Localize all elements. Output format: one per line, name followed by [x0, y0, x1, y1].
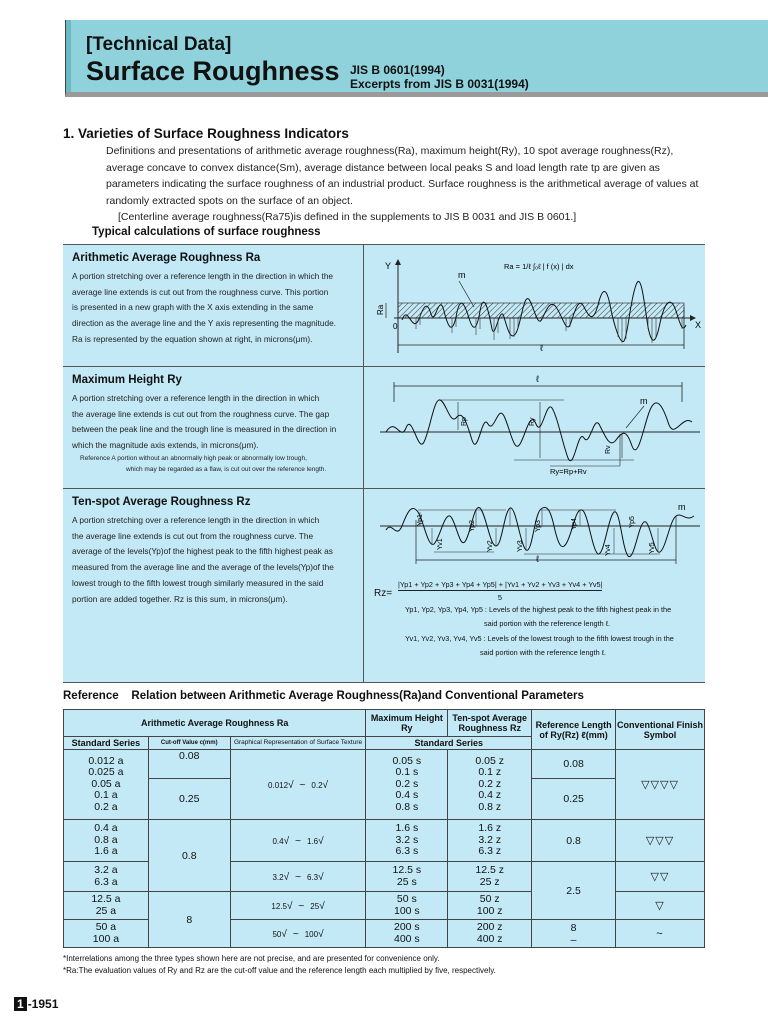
ry-series-group-2 — [366, 820, 448, 862]
ry-value: 0.05 s — [392, 754, 422, 767]
ra-y-axis-label: Y — [385, 261, 392, 271]
ry-value: 12.5 s — [392, 863, 422, 876]
reference-table — [63, 709, 705, 948]
graphical-group-4: 12.5√ ~ 25√ — [230, 892, 366, 920]
rz-series-group-4 — [448, 892, 532, 920]
intro-line-5: [Centerline average roughness(Ra75)is defined in the supplements to JIS B 0031 and JIS B 0601.] — [118, 211, 577, 223]
graphical-from: 3.2 — [272, 872, 284, 882]
intro-line-4: randomly extracted spots on the surface of an object. — [106, 194, 353, 207]
ra-m-label: m — [458, 270, 466, 280]
rz-value: 12.5 z — [475, 863, 505, 876]
ra-ra-label: Ra — [376, 304, 385, 315]
rz-formula-denominator: 5 — [497, 593, 503, 602]
ry-description — [72, 391, 355, 454]
ra-value: 0.05 a — [91, 777, 121, 790]
reference-title: Relation between Arithmetic Average Roughness(Ra)and Conventional Parameters — [131, 690, 584, 702]
ra-series-group-1 — [64, 750, 149, 820]
reference-length-value: 2.5 — [532, 862, 616, 920]
rz-value: 0.1 z — [478, 766, 502, 779]
reference-length-value: 0.08 — [532, 750, 616, 779]
ry-value: 400 s — [393, 932, 420, 945]
rz-value: 1.6 z — [478, 822, 502, 835]
page-number-text: -1951 — [27, 997, 59, 1011]
ry-value: 200 s — [393, 920, 420, 933]
reference-length-value: 0.8 — [532, 820, 616, 862]
graphical-tilde: ~ — [292, 927, 299, 940]
ry-value: 50 s — [396, 892, 417, 905]
ry-m-label: m — [640, 396, 648, 406]
graphical-tilde: ~ — [298, 899, 305, 912]
ry-value: 0.1 s — [395, 766, 419, 779]
ry-equation: Ry=Rp+Rv — [550, 467, 587, 476]
rz-line: average of the levels(Yp)of the highest peak to the fifth highest peak as — [72, 546, 333, 557]
ry-value: 0.8 s — [395, 800, 419, 813]
rz-legend-4: said portion with the reference length ℓ. — [480, 648, 607, 657]
rz-value: 50 z — [479, 892, 500, 905]
ry-line: the average line extends is cut out from the roughness curve. The gap — [72, 408, 330, 419]
rz-yp3-label: Yp3 — [535, 520, 542, 532]
rz-value: 0.05 z — [475, 754, 505, 767]
ry-series-group-3 — [366, 862, 448, 892]
typical-heading: Typical calculations of surface roughness — [92, 226, 321, 238]
reference-length-value — [532, 920, 616, 948]
reference-length-dash: – — [570, 933, 577, 946]
ra-origin-label: 0 — [393, 322, 398, 331]
graphical-group-1: 0.012√ ~ 0.2√ — [230, 750, 366, 820]
finish-symbol: ~ — [616, 920, 705, 948]
rz-series-group-3 — [448, 862, 532, 892]
ra-value: 25 a — [95, 904, 117, 917]
rz-yv1-label: Yv1 — [437, 538, 444, 550]
rz-yv4-label: Yv4 — [605, 544, 612, 556]
intro-line-2: average concave to convex distance(Sm), average distance between local peaks S and load length rate tp are given as — [106, 161, 660, 174]
ry-series-group-1 — [366, 750, 448, 820]
rz-legend-1: Yp1, Yp2, Yp3, Yp4, Yp5 : Levels of the highest peak to the fifth highest peak in the — [405, 605, 672, 614]
ry-value: 25 s — [396, 875, 417, 888]
chapter-box: 1 — [14, 997, 27, 1011]
ra-equation: Ra = 1/ℓ ∫₀ℓ | f (x) | dx — [504, 262, 574, 271]
header-ra: Arithmetic Average Roughness Ra — [64, 710, 366, 737]
ry-line: A portion stretching over a reference length in the direction in which — [72, 393, 320, 403]
rz-value: 6.3 z — [478, 845, 502, 858]
ry-line: between the peak line and the trough line is measured in the direction in — [72, 424, 337, 435]
rz-description — [72, 513, 355, 607]
ra-value: 50 a — [95, 920, 117, 933]
rz-series-group-2 — [448, 820, 532, 862]
ra-value: 100 a — [92, 932, 120, 945]
standard-ref-1: JIS B 0601(1994) — [350, 63, 445, 77]
finish-symbol: ▽▽ — [616, 862, 705, 892]
graphical-to: 6.3 — [306, 872, 319, 882]
rz-legend-2: said portion with the reference length ℓ. — [484, 619, 611, 628]
rz-length-label: ℓ — [536, 554, 539, 564]
graphical-tilde: ~ — [299, 778, 306, 791]
rz-series-group-1 — [448, 750, 532, 820]
graphical-from: 50 — [272, 929, 282, 939]
ry-value: 3.2 s — [395, 833, 419, 846]
standard-ref-2: Excerpts from JIS B 0031(1994) — [350, 77, 529, 91]
ry-rv-label: Rv — [605, 445, 612, 454]
section-heading: 1. Varieties of Surface Roughness Indicators — [63, 126, 349, 141]
reference-length-value: 0.25 — [532, 779, 616, 820]
ry-value: 0.4 s — [395, 789, 419, 802]
rz-value: 3.2 z — [478, 833, 502, 846]
ra-value: 0.8 a — [94, 833, 118, 846]
finish-symbol: ▽▽▽ — [616, 820, 705, 862]
rz-value: 400 z — [476, 932, 503, 945]
intro-line-3: parameters indicating the surface roughness of an industrial product. Surface roughness is the arithmetical average of values at — [106, 178, 699, 190]
section-tag: [Technical Data] — [86, 34, 232, 55]
ra-line: Ra is represented by the equation shown at right, in microns(μm). — [72, 333, 313, 344]
rz-value: 0.8 z — [478, 800, 502, 813]
header-cutoff: Cut-off Value c(mm) — [148, 737, 230, 750]
rz-yv5-label: Yv5 — [649, 542, 656, 554]
ra-line: direction as the average line and the Y axis representing the magnitude. — [72, 318, 336, 329]
intro-line-1: Definitions and presentations of arithmetic average roughness(Ra), maximum height(Ry), 10 spot average roughness(Rz), — [106, 145, 674, 157]
rz-line: portion are added together. Rz is this sum, in microns(μm). — [72, 593, 288, 604]
rz-legend-3: Yv1, Yv2, Yv3, Yv4, Yv5 : Levels of the lowest trough to the fifth lowest trough in the — [405, 634, 674, 643]
header-rz: Ten-spot Average Roughness Rz — [448, 710, 532, 737]
ry-title: Maximum Height Ry — [72, 374, 182, 386]
ra-series-group-4 — [64, 892, 149, 920]
ra-line: is presented in a new graph with the X axis extending in the same — [72, 302, 314, 313]
ry-value: 100 s — [393, 904, 420, 917]
rz-m-label: m — [678, 502, 686, 512]
graphical-group-5: 50√ ~ 100√ — [230, 920, 366, 948]
ra-line: average line extends is cut out from the roughness curve. This portion — [72, 286, 329, 297]
rz-value: 25 z — [479, 875, 500, 888]
cutoff-value: 0.25 — [148, 779, 230, 820]
ry-value: 1.6 s — [395, 822, 419, 835]
ra-x-axis-label: X — [695, 320, 702, 330]
graphical-group-3: 3.2√ ~ 6.3√ — [230, 862, 366, 892]
header-reference-length: Reference Length of Ry(Rz) ℓ(mm) — [532, 710, 616, 750]
ra-series-group-5 — [64, 920, 149, 948]
cutoff-value: 0.8 — [148, 820, 230, 892]
rz-value: 100 z — [476, 904, 503, 917]
cutoff-value: 8 — [148, 892, 230, 948]
ry-series-group-4 — [366, 892, 448, 920]
rz-formula-lhs: Rz= — [374, 588, 393, 599]
finish-symbol: ▽ — [616, 892, 705, 920]
rz-value: 0.4 z — [478, 789, 502, 802]
ry-note-2: which may be regarded as a flaw, is cut out over the reference length. — [126, 466, 327, 473]
reference-length-8: 8 — [570, 921, 577, 934]
cutoff-value: 0.08 — [148, 750, 230, 779]
graphical-to: 1.6 — [306, 836, 319, 846]
graphical-group-2: 0.4√ ~ 1.6√ — [230, 820, 366, 862]
ry-rp-label: Rp — [461, 417, 468, 426]
ra-length-label: ℓ — [540, 343, 543, 353]
footnote-1: *Interrelations among the three types shown here are not precise, and are presented for convenience only. — [63, 954, 440, 963]
ra-line: A portion stretching over a reference length in the direction in which the — [72, 271, 334, 281]
rz-value: 0.2 z — [478, 777, 502, 790]
rz-yv3-label: Yv3 — [517, 540, 524, 552]
ry-value: 0.2 s — [395, 777, 419, 790]
ra-value: 12.5 a — [91, 892, 121, 905]
ra-value: 3.2 a — [94, 863, 118, 876]
rz-yp2-label: Yp2 — [469, 520, 476, 532]
rz-yp4-label: Yp4 — [571, 518, 578, 530]
finish-symbol: ▽▽▽▽ — [616, 750, 705, 820]
page-title: Surface Roughness — [86, 56, 340, 86]
rz-title: Ten-spot Average Roughness Rz — [72, 496, 251, 508]
ra-value: 0.4 a — [94, 822, 118, 835]
header-standard-series-2: Standard Series — [366, 737, 532, 750]
footnote-2: *Ra:The evaluation values of Ry and Rz are the cut-off value and the reference length each multiplied by five, respectively. — [63, 966, 496, 975]
header-graphical: Graphical Representation of Surface Texture — [230, 737, 366, 750]
graphical-to: 0.2 — [311, 780, 323, 790]
rz-yp1-label: Yp1 — [417, 514, 424, 526]
ry-line: which the magnitude axis extends, in microns(μm). — [72, 440, 259, 451]
rz-formula-numerator: |Yp1 + Yp2 + Yp3 + Yp4 + Yp5| + |Yv1 + Yv2 + Yv3 + Yv4 + Yv5| — [398, 580, 603, 589]
ry-value: 6.3 s — [395, 845, 419, 858]
graphical-from: 0.4 — [272, 836, 284, 846]
reference-heading — [63, 690, 584, 702]
header-finish-symbol: Conventional Finish Symbol — [616, 710, 705, 750]
ry-figure — [364, 368, 705, 488]
ra-value: 6.3 a — [94, 875, 118, 888]
graphical-from: 12.5 — [271, 901, 287, 911]
page-number — [14, 997, 58, 1011]
ry-length-label: ℓ — [536, 374, 539, 384]
rz-yv2-label: Yv2 — [487, 540, 494, 552]
ry-note-1: Reference A portion without an abnormally high peak or abnormally low trough, — [80, 455, 307, 462]
rz-line: lowest trough to the fifth lowest trough similarly measured in the said — [72, 577, 324, 588]
rz-figure — [364, 490, 705, 572]
ra-value: 0.2 a — [94, 800, 118, 813]
ra-series-group-2 — [64, 820, 149, 862]
rz-value: 200 z — [476, 920, 503, 933]
rz-line: measured from the average line and the average of the levels(Yp)of the — [72, 562, 334, 573]
ra-value: 1.6 a — [94, 845, 118, 858]
ra-figure — [364, 245, 705, 366]
ra-value: 0.012 a — [88, 754, 124, 767]
graphical-to: 100 — [304, 929, 319, 939]
ra-value: 0.025 a — [88, 766, 124, 779]
ra-value: 0.1 a — [94, 789, 118, 802]
graphical-tilde: ~ — [294, 870, 302, 883]
header-ry: Maximum Height Ry — [366, 710, 448, 737]
graphical-to: 25 — [310, 901, 320, 911]
ry-series-group-5 — [366, 920, 448, 948]
reference-label: Reference — [63, 690, 119, 702]
header-standard-series: Standard Series — [64, 737, 149, 750]
graphical-tilde: ~ — [294, 834, 302, 847]
rz-line: A portion stretching over a reference length in the direction in which — [72, 515, 320, 525]
ra-description — [72, 269, 355, 348]
ra-title: Arithmetic Average Roughness Ra — [72, 252, 261, 264]
rz-line: the average line extends is cut out from the roughness curve. The — [72, 530, 314, 541]
rz-yp5-label: Yp5 — [629, 516, 636, 528]
graphical-from: 0.012 — [268, 780, 289, 790]
rz-series-group-5 — [448, 920, 532, 948]
ra-series-group-3 — [64, 862, 149, 892]
ry-ry-label: Ry — [529, 417, 536, 426]
